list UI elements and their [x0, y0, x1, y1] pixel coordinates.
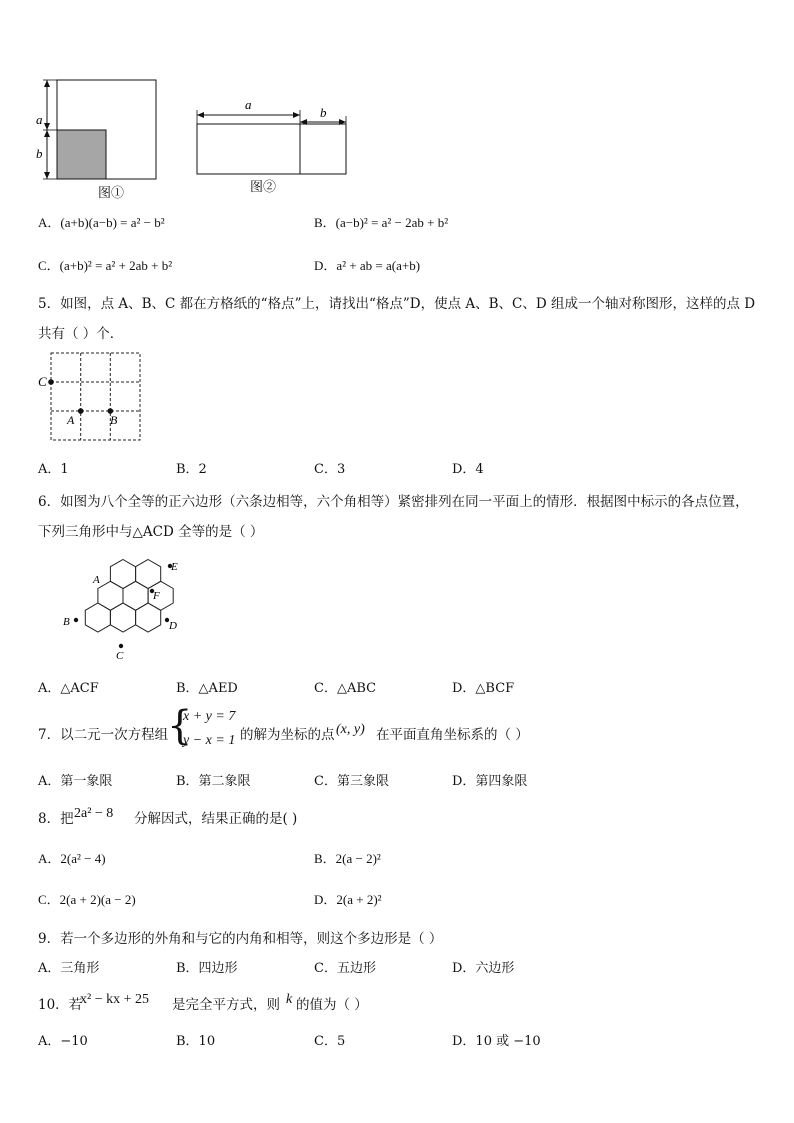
q7-suffix-1: 的解为坐标的点: [240, 727, 335, 743]
hexagon: [110, 560, 135, 589]
rect-b: [300, 124, 346, 174]
q6-text-line2: 下列三角形中与△ACD 全等的是（ ）: [38, 524, 264, 540]
q8-option-d[interactable]: D．2(a + 2)²: [314, 892, 382, 907]
q8-option-a[interactable]: A．2(a² − 4): [38, 851, 106, 866]
label-b: b: [36, 146, 43, 161]
label-e: E: [171, 561, 178, 573]
q6-option-d[interactable]: D．△BCF: [452, 681, 515, 696]
q9-option-d[interactable]: D．六边形: [452, 961, 515, 976]
q7-brace: {: [167, 703, 193, 749]
q6-option-b[interactable]: B．△AED: [176, 681, 238, 696]
label-a: A: [93, 574, 100, 586]
q7-option-b[interactable]: B．第二象限: [176, 774, 251, 789]
q7-point: (x, y): [336, 722, 365, 737]
shaded-square: [57, 130, 106, 179]
label-a: A: [67, 413, 75, 427]
label-a: a: [36, 112, 43, 127]
grid-figure: [36, 350, 146, 445]
q10-prefix: 10．若: [38, 997, 83, 1013]
fig2-caption: 图②: [250, 180, 277, 195]
q10-option-d[interactable]: D．10 或 −10: [452, 1034, 541, 1049]
label-d: D: [169, 620, 177, 632]
q10-var: k: [286, 992, 293, 1007]
q10-option-c[interactable]: C．5: [314, 1034, 346, 1049]
q7-eq2: y − x = 1: [183, 733, 236, 748]
label-a2: a: [245, 97, 252, 112]
q6-text-line1: 6．如图为八个全等的正六边形（六条边相等，六个角相等）紧密排列在同一平面上的情形．根据图中标示的各点位置，: [38, 494, 749, 510]
hexagon: [136, 603, 161, 632]
q4-option-a[interactable]: A．(a+b)(a−b) = a² − b²: [38, 215, 165, 230]
q5-option-c[interactable]: C．3: [314, 462, 346, 477]
q5-option-a[interactable]: A．1: [38, 462, 69, 477]
q7-prefix: 7．以二元一次方程组: [38, 727, 169, 743]
q10-option-b[interactable]: B．10: [176, 1034, 216, 1049]
hexagon: [136, 560, 161, 589]
label-b2: b: [320, 105, 327, 120]
label-c: C: [116, 650, 124, 662]
figure-2: [190, 98, 360, 188]
hexagon: [98, 581, 123, 610]
hexagon: [123, 581, 148, 610]
q9-option-a[interactable]: A．三角形: [38, 961, 100, 976]
q8-option-c[interactable]: C．2(a + 2)(a − 2): [38, 892, 136, 907]
q5-text-line1: 5．如图，点 A、B、C 都在方格纸的“格点”上，请找出“格点”D，使点 A、B、C、D 组成一个轴对称图形，这样的点 D: [38, 296, 756, 312]
label-b: B: [63, 616, 70, 628]
label-c: C: [38, 374, 47, 389]
q8-option-b[interactable]: B．2(a − 2)²: [314, 851, 381, 866]
q4-option-b[interactable]: B．(a−b)² = a² − 2ab + b²: [314, 215, 449, 230]
rect-a: [197, 124, 300, 174]
q9-text: 9．若一个多边形的外角和与它的内角和相等，则这个多边形是（ ）: [38, 931, 443, 947]
q4-option-c[interactable]: C．(a+b)² = a² + 2ab + b²: [38, 258, 173, 273]
hexagon: [110, 603, 135, 632]
q8-expr: 2a² − 8: [74, 806, 114, 821]
q7-eq1: x + y = 7: [183, 709, 236, 724]
point-a: [78, 408, 84, 414]
q9-option-b[interactable]: B．四边形: [176, 961, 238, 976]
hexagon: [148, 581, 173, 610]
q7-suffix-2: 在平面直角坐标系的（ ）: [376, 727, 529, 743]
q5-text-line2: 共有（ ）个．: [38, 326, 124, 342]
point-c: [119, 644, 123, 648]
label-b: B: [110, 413, 118, 427]
q10-expr: x² − kx + 25: [80, 992, 149, 1007]
q6-option-c[interactable]: C．△ABC: [314, 681, 377, 696]
q5-option-b[interactable]: B．2: [176, 462, 207, 477]
q8-prefix: 8．把: [38, 811, 74, 827]
point-c: [48, 379, 54, 385]
q9-option-c[interactable]: C．五边形: [314, 961, 376, 976]
q4-option-d[interactable]: D．a² + ab = a(a+b): [314, 258, 421, 273]
hexagon-figure: [60, 552, 200, 662]
label-f: F: [153, 590, 160, 602]
point-b: [74, 618, 78, 622]
q7-option-c[interactable]: C．第三象限: [314, 774, 389, 789]
q7-option-d[interactable]: D．第四象限: [452, 774, 528, 789]
q8-suffix: 分解因式，结果正确的是( ): [134, 811, 298, 827]
q7-option-a[interactable]: A．第一象限: [38, 774, 113, 789]
q5-option-d[interactable]: D．4: [452, 462, 484, 477]
q10-suffix: 的值为（ ）: [296, 997, 368, 1013]
q10-option-a[interactable]: A．−10: [38, 1034, 88, 1049]
fig1-caption: 图①: [98, 186, 125, 201]
q10-mid: 是完全平方式，则: [172, 997, 280, 1013]
q6-option-a[interactable]: A．△ACF: [38, 681, 99, 696]
hexagon: [85, 603, 110, 632]
